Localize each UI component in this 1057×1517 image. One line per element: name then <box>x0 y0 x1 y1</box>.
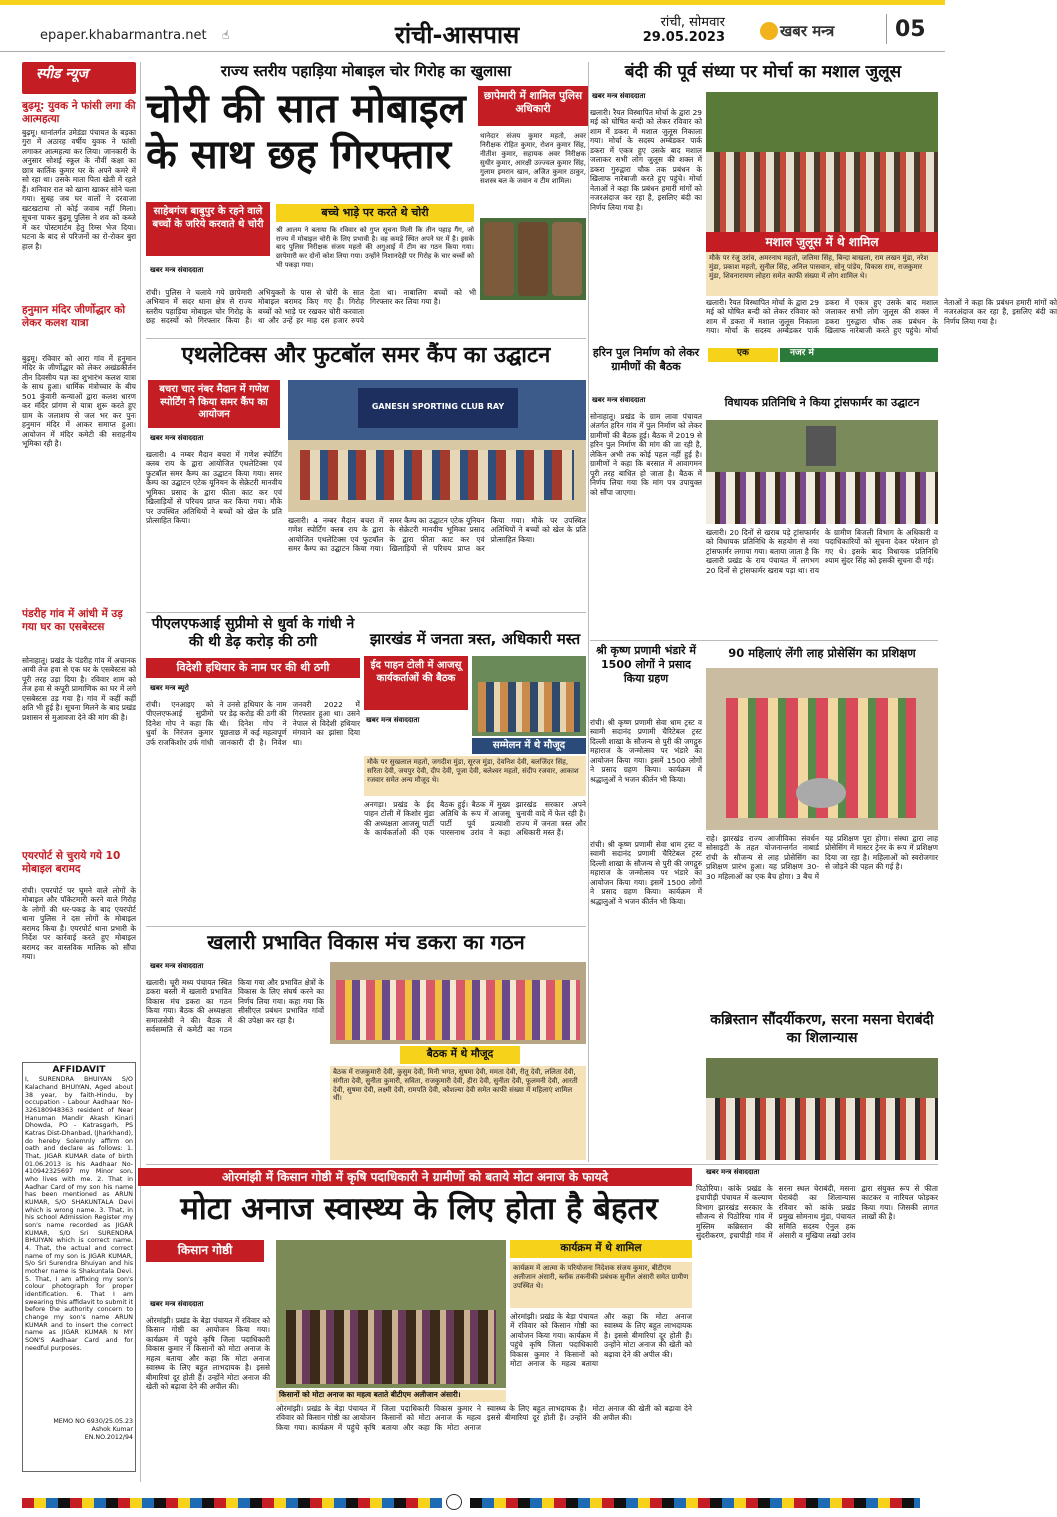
ek-nazar-tag: एक <box>708 348 778 362</box>
millet-byline: खबर मन्त्र संवाददाता <box>150 1300 204 1308</box>
page-number: 05 <box>895 17 926 42</box>
news-body-4: रांची। एयरपोर्ट पर घूमने वाले लोगों के मोबाइल और पॉकेटमारी करने वाले गिरोह के लोगों की धर-पकड़ के बाद एयरपोर्ट थाना पुलिस ने दस लोगों के मोबाइल बरामद किया है। एयरपोर्ट थाना प्रभारी के निर्देश पर कार्रवाई करते हुए मोबाइल बरामद कर वास्तविक मालिक को सौंपा गया। <box>22 886 136 962</box>
millet-kicker: ओरमांझी में किसान गोष्ठी में कृषि पदाधिकारी ने ग्रामीणों को बताये मोटा अनाज के फायदे <box>138 1168 692 1186</box>
plfi-headline: पीएलएफआई सुप्रीमो से धुर्वा के गांधी ने की थी डेढ़ करोड़ की ठगी <box>151 616 355 650</box>
officers-photos <box>480 218 586 300</box>
cursor-icon: ☝ <box>222 28 230 42</box>
transformer <box>806 426 836 466</box>
janta-body: अनगड़ा। प्रखंड के ईद पाहन टोली में किशोर मुंडा की अध्यक्षता आजसू पार्टी के कार्यकर्ताओं की एक बैठक हुई। बैठक में मुख्य अतिथि के रूप में आजसू पार्टी पूर्व प्रत्याशी पारसनाथ उरांव ने कहा झारखंड सरकार अपने चुनावी वादे में फेल रही है। राज्य में जनता त्रस्त और अधिकारी मस्त हैं। <box>364 800 586 838</box>
officer-photo <box>484 222 514 296</box>
women-headline: 90 महिलाएं लेंगी लाह प्रोसेसिंग का प्रशिक्षण <box>728 646 916 660</box>
affidavit-signature: Ashok Kumar <box>91 1426 133 1434</box>
marchers <box>706 152 938 232</box>
mobile-kicker: राज्य स्तरीय पहाड़िया मोबाइल चोर गिरोह का खुलासा <box>220 62 512 80</box>
mobile-body: रांची। पुलिस ने चलाये गये छापेमारी अभियान में सदर थाना क्षेत्र से राज्य स्तरीय पहाड़िया मोबाइल चोर गिरोह के छह सदस्यों को गिरफ्तार किया है। अभियुक्तों के पास से चोरी के सात मोबाइल बरामद किए गए हैं। गिरोह बच्चों को भाड़े पर रखकर चोरी करवाता था और उन्हें हर माह दस हजार रुपये देता था। नाबालिग बच्चों को भी गिरफ्तार कर लिया गया है। <box>146 288 476 326</box>
millet-headline: मोटा अनाज स्वास्थ्य के लिए होता है बेहतर <box>180 1191 658 1227</box>
section-title: रांची-आसपास <box>395 21 520 49</box>
millet-red-box: किसान गोष्ठी <box>146 1240 264 1262</box>
affidavit-enrollment: EN.NO.2012/94 <box>84 1433 133 1441</box>
column-divider <box>140 62 141 1482</box>
kharari-body: खलारी। चूरी मध्य पंचायत स्थित डकरा बस्ती में खलारी प्रभावित विकास मंच डकरा का गठन किया गया। बैठक की अध्यक्षता समाजसेवी ने की। बैठक में सर्वसम्मति से कमेटी का गठन किया गया और प्रभावित क्षेत्रों के विकास के लिए संघर्ष करने का निर्णय लिया गया। कहा गया कि सीसीएल प्रबंधन प्रभावित गांवों की उपेक्षा कर रहा है। <box>146 978 324 1035</box>
affidavit-title: AFFIDAVIT <box>52 1065 106 1075</box>
mobile-byline: खबर मन्त्र संवाददाता <box>150 266 204 274</box>
camp-banner-text: GANESH SPORTING CLUB RAY <box>358 388 518 428</box>
date: 29.05.2023 <box>642 29 725 45</box>
speed-news-label: स्पीड न्यूज <box>36 66 89 82</box>
bridge-byline: खबर मन्त्र संवाददाता <box>592 396 646 404</box>
millet-body-cont: ओरमांझी। प्रखंड के बेड़ा पंचायत में रविवार को किसान गोष्ठी का आयोजन किया गया। कार्यक्रम में पहुंचे कृषि जिला पदाधिकारी विकास कुमार ने किसानों को मोटा अनाज के महत्व बताया और कहा कि मोटा अनाज स्वास्थ्य के लिए बहुत लाभदायक है। इससे बीमारियां दूर होती हैं। उन्होंने मोटा अनाज की खेती को बढ़ावा देने की अपील की। <box>510 1312 692 1369</box>
news-headline-1: बुढ़मू: युवक ने फांसी लगा की आत्महत्या <box>22 100 136 125</box>
mashal-caption-names: मौके पर रंजु उरांव, अमरनाथ महतो, जलिमा सिंह, बिन्दा बाखला, राम लखन मुंडा, नरेश मुंडा, प्रकाश महतो, सुनील सिंह, अनिल पासवान, सोनू पांडेय, विकास राम, राजकुमार मुंडा, शिवनारायण लोहरा समेत काफी संख्या में लोग शामिल थे। <box>706 252 938 296</box>
athletics-byline: खबर मन्त्र संवाददाता <box>150 434 204 442</box>
news-headline-3: पंडरीह गांव में आंधी में उड़ गया घर का एसबेस्टस <box>22 608 123 633</box>
raid-officers-box: छापेमारी में शामिल पुलिस अधिकारी <box>478 86 588 126</box>
registration-mark-icon <box>446 1494 462 1510</box>
kisan-goshthi-photo <box>276 1240 506 1388</box>
people <box>478 682 580 732</box>
kabristan-headline: कब्रिस्तान सौंदर्यीकरण, सरना मसना घेराबंदी का शिलान्यास <box>710 1012 934 1046</box>
city-day: रांची, सोमवार <box>660 15 725 30</box>
affidavit-memo: MEMO NO 6930/25.05.23 <box>53 1418 133 1426</box>
color-bar-left <box>22 1498 442 1508</box>
mobile-red-box: साहेबगंज बाबुपुर के रहने वाले बच्चों के जरिये करवाते थे चोरी <box>146 202 270 256</box>
kharari-byline: खबर मन्त्र संवाददाता <box>150 962 204 970</box>
millet-subhead: कार्यक्रम में थे शामिल <box>510 1240 692 1258</box>
dateline <box>635 16 725 46</box>
transformer-photo <box>706 420 938 524</box>
mashal-body-cont: खलारी। रैयत विस्थापित मोर्चा के द्वारा 29 मई को घोषित बन्दी को लेकर रविवार को शाम में डकरा में मशाल जुलूस निकाला गया। मोर्चा के सदस्य अम्बेडकर पार्क डकरा में एकत्र हुए उसके बाद मशाल जलाकर सभी लोग जुलूस की शक्ल में डकरा गुरुद्वारा चौक तक प्रबंधन के खिलाफ नारेबाजी करते हुए पहुंचे। मोर्चा नेताओं ने कहा कि प्रबंधन हमारी मांगों को नजरअंदाज कर रहा है, इसलिए बंदी का निर्णय लिया गया है। <box>706 298 1057 336</box>
athletics-red-box: बचरा चार नंबर मैदान में गणेश स्पोर्टिंग ने किया समर कैंप का आयोजन <box>148 380 280 428</box>
krishna-body-cont: रांची। श्री कृष्ण प्रणामी सेवा धाम ट्रस्ट व स्वामी सदानंद प्रणामी चैरिटेबल ट्रस्ट दिल्ली शाखा के सौजन्य से पुरी की जगद्गुरु महाराज के जन्मोत्सव पर भंडारे का आयोजन किया गया। इसमें 1500 लोगों ने प्रसाद ग्रहण किया। कार्यक्रम में श्रद्धालुओं ने भजन कीर्तन भी किया। <box>590 840 702 906</box>
janta-headline: झारखंड में जनता त्रस्त, अधिकारी मस्त <box>369 630 581 648</box>
women-body: राहे। झारखंड राज्य आजीविका संवर्धन सोसाइटी के तहत योजनान्तर्गत नाबार्ड रांची के सौजन्य से लाह प्रोसेसिंग का प्रशिक्षण प्रारंभ हुआ। यह प्रशिक्षण 30-30 महिलाओं का एक बैच होगा। 3 बैच में यह प्रशिक्षण पूरा होगा। संस्था द्वारा लाह प्रोसेसिंग में मास्टर ट्रेनर के रूप में प्रशिक्षण दिया जा रहा है। महिलाओं को स्वरोजगार से जोड़ने की पहल की गई है। <box>706 834 938 881</box>
janta-caption-head: सम्मेलन में थे मौजूद <box>472 738 586 754</box>
lah-vessel <box>796 778 846 808</box>
section-divider <box>146 612 586 613</box>
millet-subhead-text: कार्यक्रम में आत्मा के परियोजना निदेशक संजय कुमार, बीटीएम अलीजान अंसारी, ब्लॉक तकनीकी प्रबंधक सुनील अंसारी समेत ग्रामीण उपस्थित थे। <box>510 1262 692 1308</box>
news-body-1: बुढ़मू। थानांतर्गत उमेडंडा पंचायत के बड़का गुरा में अठारह वर्षीय युवक ने फांसी लगाकर आत्महत्या कर लिया। जानकारी के अनुसार सोशई स्कूल के नौवीं कक्षा का छात्र कार्तिक कुमार घर के अपने कमरे में सो रहा था। उसके माता पिता खेती में रहते हैं। शनिवार रात को खाना खाकर सोने चला गया। सुबह जब घर वालों ने दरवाजा खटखटाया तो कोई जवाब नहीं मिला। सूचना पाकर बुढ़मू पुलिस ने शव को कब्जे में कर पोस्टमार्टम हेतु रिम्स भेज दिया। घटना के बाद से परिजनों का रो-रोकर बुरा हाल है। <box>22 128 136 251</box>
women-photo <box>706 668 938 830</box>
section-divider <box>590 640 938 641</box>
mashal-headline: बंदी की पूर्व संध्या पर मोर्चा का मशाल जुलूस <box>624 62 902 82</box>
mashal-byline: खबर मन्त्र संवाददाता <box>592 92 646 100</box>
raid-officers-text: थानेदार संजय कुमार महतो, अवर निरीक्षक रोहित कुमार, रोशन कुमार सिंह, नीतीश कुमार, सहायक अवर निरीक्षक सुधीर कुमार, आरक्षी उज्ज्वल कुमार सिंह, गुलाम इमरान खान, अजित कुमार ठाकुर, सशस्त्र बल के जवान व टीम शामिल। <box>480 132 586 185</box>
divider <box>886 14 887 44</box>
foundation-crowd <box>706 1098 938 1160</box>
kharari-headline: खलारी प्रभावित विकास मंच डकरा का गठन <box>207 930 525 954</box>
mashal-caption-head: मशाल जुलूस में थे शामिल <box>706 232 938 252</box>
farmers-group <box>286 1310 496 1384</box>
left-column <box>22 62 136 1482</box>
officer-photo <box>552 222 582 296</box>
officer-photo <box>518 222 548 296</box>
affidavit-text: I, SURENDRA BHUIYAN S/O Kalachand BHUIYAN, Aged about 38 year, by faith-Hindu, by occupation - Labour Aadhaar No-326180948363 resident of Near Hanuman Mandir Akash Kinari Dhowda, PO - Katrasgarh, PS Katras Dist-Dhanbad, (Jharkhand), do hereby Solemnly affirm on oath and declare as follows: 1. That, JIGAR KUMAR date of birth 01.06.2013 is his Aadhaar No-410942325697 my Minor son, who lives with me. 2. That in Aadhar Card of my son his name has been mentioned as ARUN KUMAR, S/O SHAKUNTALA Devi which is wrong name. 3. That, in his school Admission Register my son's name recorded as JIGAR KUMAR, S/O Sri SURENDRA BHUIYAN which is correct name. 4. That, the actual and correct name of my son is JIGAR KUMAR, S/o Sri Surendra Bhuiyan and his mother name is Shakuntala Devi. 5. That, I am affixing my son's colour photograph for proper identification. 6. That I am swearing this affidavit to submit it before the authority concern to change my son's name ARUN KUMAR and to insert the correct name as JIGAR KUMAR N MY SON'S Aadhaar Card and for needful purposes. <box>25 1076 133 1352</box>
affidavit-box <box>22 1062 136 1472</box>
brand-name: खबर मन्त्र <box>780 22 835 40</box>
janta-byline: खबर मन्त्र संवाददाता <box>366 716 420 724</box>
athletics-headline: एथलेटिक्स और फुटबॉल समर कैंप का उद्घाटन <box>181 343 551 368</box>
speed-news-badge <box>22 62 136 94</box>
plfi-body: रांची। एनआइए को पीएलएफआई सुप्रीमो दिनेश गोप ने कहा कि धुर्वा के निरंजन कुमार उर्फ राजकिशोर उर्फ गांधी ने उनसे हथियार के नाम पर डेढ़ करोड़ की ठगी की थी। दिनेश गोप ने पूछताछ में कई महत्वपूर्ण जानकारी दी है। निवेश जनवरी 2022 में गिरफ्तार हुआ था। उसने नेपाल से विदेशी हथियार मंगवाने का झांसा दिया था। <box>146 700 360 747</box>
plfi-byline: खबर मन्त्र ब्यूरो <box>150 684 189 692</box>
krishna-headline: श्री कृष्ण प्रणामी भंडारे में 1500 लोगों ने प्रसाद किया ग्रहण <box>596 644 696 685</box>
news-headline-4: एयरपोर्ट से चुराये गये 10 मोबाइल बरामद <box>22 850 121 875</box>
plfi-subhead: विदेशी हथियार के नाम पर की थी ठगी <box>146 658 360 678</box>
site-url[interactable]: epaper.khabarmantra.net <box>40 28 207 43</box>
column-divider <box>588 62 589 1162</box>
color-bar-right <box>470 1498 920 1508</box>
mashal-body: खलारी। रैयत विस्थापित मोर्चा के द्वारा 29 मई को घोषित बन्दी को लेकर रविवार को शाम में डकरा में मशाल जुलूस निकाला गया। मोर्चा के सदस्य अम्बेडकर पार्क डकरा में एकत्र हुए उसके बाद मशाल जलाकर सभी लोग जुलूस की शक्ल में डकरा गुरुद्वारा चौक तक प्रबंधन के खिलाफ नारेबाजी करते हुए पहुंचे। मोर्चा नेताओं ने कहा कि प्रबंधन हमारी मांगों को नजरअंदाज कर रहा है, इसलिए बंदी का निर्णय लिया गया है। <box>590 108 702 212</box>
kharari-photo <box>330 962 586 1044</box>
top-stripe <box>0 0 945 5</box>
mobile-subhead-text: श्री आलम ने बताया कि रविवार को गुप्त सूचना मिली कि तीन पहाड़ गैंग, जो राज्य में मोबाइल चोरी के लिए प्रभावी है। वह कमड़े स्थित अपने घर में है। इसके बाद पुलिस निरीक्षक संजय महतो की अगुआई में टीम का गठन किया गया। छापेमारी कर दोनों कोश लिया गया। उन्होंने निशानदेही पर गिरोह के चार बच्चों को भी पकड़ा गया। <box>276 226 474 269</box>
page-header <box>0 0 945 52</box>
kabristan-photo <box>706 1058 938 1160</box>
mobile-headline: चोरी की सात मोबाइल के साथ छह गिरफ्तार <box>146 86 466 178</box>
janta-red-box: ईद पाहन टोली में आजसू कार्यकर्ताओं की बैठक <box>364 656 468 710</box>
athletics-body-cont: खलारी। 4 नम्बर मैदान बचरा में गणेश स्पोर्टिंग क्लब राय के द्वारा आयोजित एथलेटिक्स एवं फुटबॉल समर कैम्प का उद्घाटन किया गया। समर कैम्प का उद्घाटन एटेक यूनियन के सेक्रेटरी मानवीय भूमिका प्रसाद के द्वारा फीता काट कर एवं खिलाड़ियों से परिचय प्राप्त कर किया गया। मौके पर उपस्थित अतिथियों ने बच्चों को खेल के प्रति प्रोत्साहित किया। <box>288 516 586 554</box>
mobile-subhead: बच्चे भाड़े पर करते थे चोरी <box>276 204 474 222</box>
kabristan-byline: खबर मन्त्र संवाददाता <box>706 1168 760 1176</box>
meeting-photo <box>472 656 586 736</box>
women-group <box>336 980 580 1040</box>
krishna-body: रांची। श्री कृष्ण प्रणामी सेवा धाम ट्रस्ट व स्वामी सदानंद प्रणामी चैरिटेबल ट्रस्ट दिल्ली शाखा के सौजन्य से पुरी की जगद्गुरु महाराज के जन्मोत्सव पर भंडारे का आयोजन किया गया। इसमें 1500 लोगों ने प्रसाद ग्रहण किया। कार्यक्रम में श्रद्धालुओं ने भजन कीर्तन भी किया। <box>590 718 702 784</box>
crowd-people <box>300 450 574 500</box>
millet-body-more: ओरमांझी। प्रखंड के बेड़ा पंचायत में रविवार को किसान गोष्ठी का आयोजन किया गया। कार्यक्रम में पहुंचे कृषि जिला पदाधिकारी विकास कुमार ने किसानों को मोटा अनाज के महत्व बताया और कहा कि मोटा अनाज स्वास्थ्य के लिए बहुत लाभदायक है। इससे बीमारियां दूर होती हैं। उन्होंने मोटा अनाज की खेती को बढ़ावा देने की अपील की। <box>276 1404 692 1432</box>
bridge-headline: हरिन पुल निर्माण को लेकर ग्रामीणों की बैठक <box>592 346 700 373</box>
kharari-caption-names: बैठक में राजकुमारी देवी, कुसुम देवी, मिनी भगत, सुषमा देवी, ममता देवी, रीतू देवी, ललिता देवी, संगीता देवी, सुनीता कुमारी, सविता, राजकुमारी देवी, हीरा देवी, सुनीता देवी, फूलमनी देवी, आरती देवी, सुषमा देवी, लक्ष्मी देवी, रामपति देवी, कौशल्या देवी समेत काफी संख्या में महिलाएं शामिल थीं। <box>330 1066 586 1160</box>
section-divider <box>146 338 586 339</box>
villagers <box>706 472 938 524</box>
transformer-headline: विधायक प्रतिनिधि ने किया ट्रांसफार्मर का उद्घाटन <box>724 396 920 409</box>
section-divider <box>146 1164 938 1165</box>
news-body-2: बुढ़मू। रविवार को आरा गांव में हनुमान मंदिर के जीर्णोद्धार को लेकर अखंडकीर्तन तीन दिवसीय यज्ञ का शुभारंभ कलश यात्रा के साथ हुआ। धार्मिक मंत्रोच्चार के बीच 501 कुंवारी कन्याओं द्वारा कलश धारण कर मंदिर प्रांगण से यात्रा शुरू करते हुए ग्राम के जलाशय से जल भर कर पुनः हनुमान मंदिर में आकर समाप्त हुआ। आयोजन में मंदिर कमेटी की सराहनीय भूमिका रही है। <box>22 354 136 449</box>
millet-body: ओरमांझी। प्रखंड के बेड़ा पंचायत में रविवार को किसान गोष्ठी का आयोजन किया गया। कार्यक्रम में पहुंचे कृषि जिला पदाधिकारी विकास कुमार ने किसानों को मोटा अनाज के महत्व बताया और कहा कि मोटा अनाज स्वास्थ्य के लिए बहुत लाभदायक है। इससे बीमारियां दूर होती हैं। उन्होंने मोटा अनाज की खेती को बढ़ावा देने की अपील की। <box>146 1316 270 1392</box>
summer-camp-photo <box>288 380 586 512</box>
footer-bar <box>0 1492 945 1517</box>
section-divider <box>146 926 586 927</box>
kabristan-body: पिठोरिया। कांके प्रखंड के इचापीड़ी पंचायत में कल्याण विभाग झारखंड सरकार के सौजन्य से पिठोरिया गांव में मुस्लिम कब्रिस्तान की सुंदरीकरण, इचापीड़ी गांव में सरना स्थल चेराबंदी, मसना घेराबंदी का शिलान्यास रविवार को कांके प्रखंड प्रमुख सोमनाथ मुंडा, पंचायत समिति सदस्य ऐनुल हक अंसारी व मुखिया लखो उरांव द्वारा संयुक्त रूप से फीता काटकर व नारियल फोड़कर किया गया। जिसकी लागत लाखों की है। <box>696 1184 938 1241</box>
athletics-body: खलारी। 4 नम्बर मैदान बचरा में गणेश स्पोर्टिंग क्लब राय के द्वारा आयोजित एथलेटिक्स एवं फुटबॉल समर कैम्प का उद्घाटन किया गया। समर कैम्प का उद्घाटन एटेक यूनियन के सेक्रेटरी मानवीय भूमिका प्रसाद के द्वारा फीता काट कर एवं खिलाड़ियों से परिचय प्राप्त कर किया गया। मौके पर उपस्थित अतिथियों ने बच्चों को खेल के प्रति प्रोत्साहित किया। <box>146 450 282 526</box>
nazar-mein-tag: नजर में <box>780 348 938 362</box>
bridge-body: सोनाहातू। प्रखंड के ग्राम लावा पंचायत अंतर्गत हरिन गांव में पुल निर्माण को लेकर ग्रामीणों की बैठक हुई। बैठक में 2019 से हरिन पुल निर्माण की मांग की जा रही है, लेकिन अभी तक कोई पहल नहीं हुई है। ग्रामीणों ने कहा कि बरसात में आवागमन पूरी तरह बाधित हो जाता है। बैठक में निर्णय लिया गया कि मांग पत्र उपायुक्त को सौंपा जाएगा। <box>590 412 702 497</box>
janta-caption-names: मौके पर सुखलाल महतो, जगदीश मुंडा, सूरज मुंडा, देवनिश देवी, बलजिंदर सिंह, सरिता देवी, जयपुर देवी, दीप देवी, पूजा देवी, बलेश्वर महतो, संदीप रजवार, आकाश रजवार समेत अन्य मौजूद थे। <box>364 756 586 796</box>
mashal-photo <box>706 92 938 232</box>
transformer-body: खलारी। 20 दिनों से खराब पड़े ट्रांसफार्मर को विधायक प्रतिनिधि के सहयोग से नया ट्रांसफार्मर लगाया गया। बताया जाता है कि खलारी प्रखंड के राय पंचायत में लगभग 20 दिनों से ट्रांसफार्मर खराब पड़ा था। राय के ग्रामीण बिजली विभाग के अधिकारी व पदाधिकारियों को सूचना देकर परेशान हो गए थे। इसके बाद विधायक प्रतिनिधि श्याम सुंदर सिंह को इसकी सूचना दी गई। <box>706 528 938 575</box>
kharari-caption-head: बैठक में थे मौजूद <box>400 1046 520 1064</box>
news-headline-2: हनुमान मंदिर जीर्णोद्धार को लेकर कलश यात्रा <box>22 304 126 329</box>
brand-logo-icon <box>760 22 778 40</box>
millet-photo-caption: किसानों को मोटा अनाज का महत्व बताते बीटीएम अलीजान अंसारी। <box>276 1390 506 1402</box>
news-body-3: सोनाहातू। प्रखंड के पंडरीह गांव में अचानक आयी तेज हवा से एक घर के एसबेस्टस को पूरी तरह उड़ा दिया है। रविवार शाम को तेज हवा से कपूरी प्रामाणिक का घर में लगे एसबेस्टस उड़ गया है। गांव में कहीं कहीं क्षति भी हुई है। सूचना मिलने के बाद प्रखंड प्रशासन से मुआवजा देने की मांग की है। <box>22 656 136 722</box>
